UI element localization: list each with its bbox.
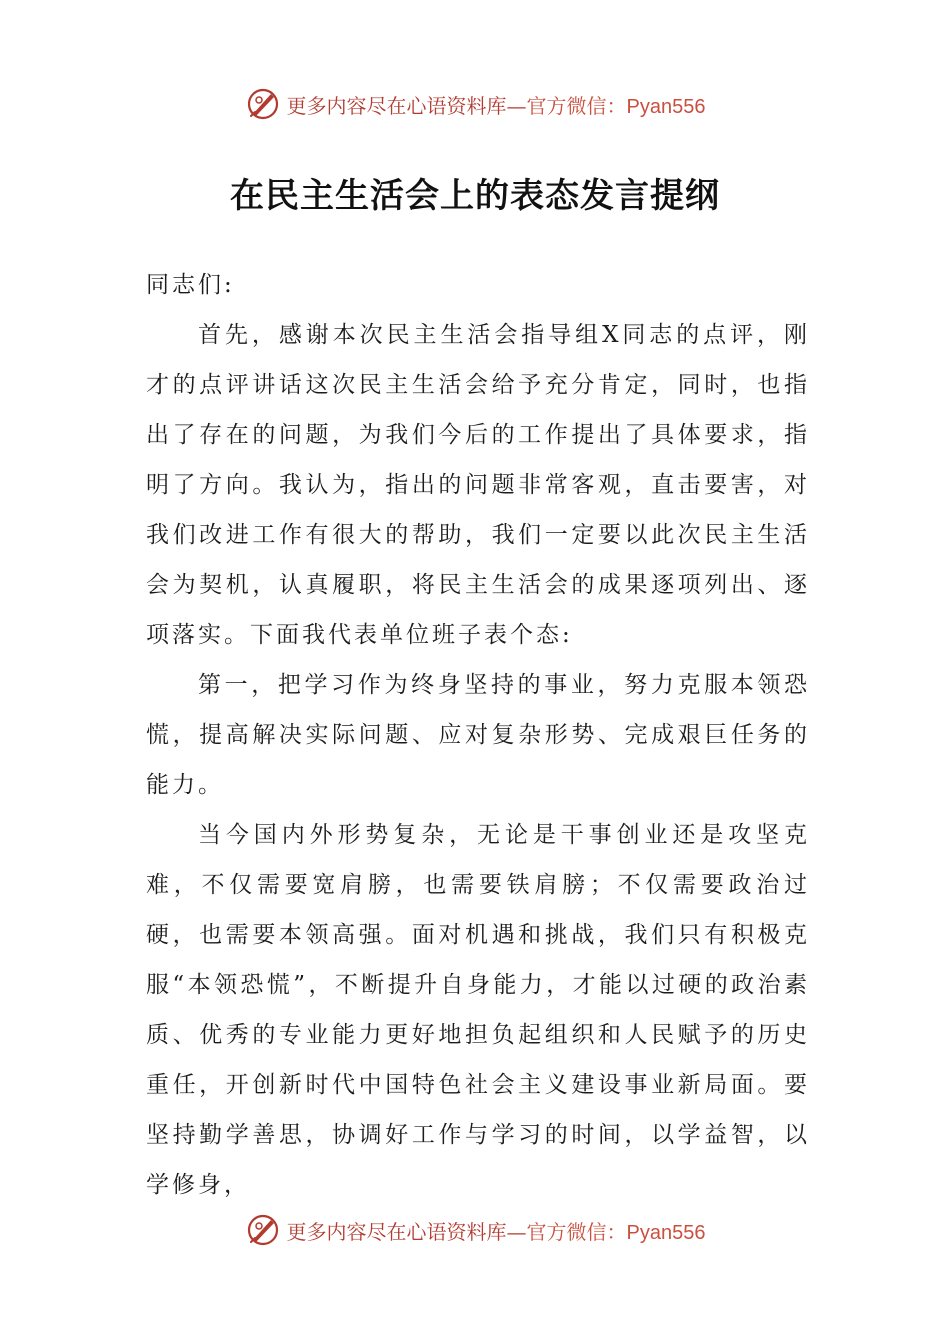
watermark-text: 更多内容尽在心语资料库—官方微信：Pyan556 [286, 1219, 706, 1244]
footer-watermark-banner [0, 1210, 950, 1250]
paragraph-opening: 首先，感谢本次民主生活会指导组X同志的点评，刚才的点评讲话这次民主生活会给予充分肯定，同时，也指出了存在的问题，为我们今后的工作提出了具体要求，指明了方向。我认为，指出的问题非常客观，直击要害，对我们改进工作有很大的帮助，我们一定要以此次民主生活会为契机，认真履职，将民主生活会的成果逐项列出、逐项落实。下面我代表单位班子表个态: [146, 322, 810, 648]
quill-logo-icon [245, 86, 281, 122]
paragraph-point-one: 第一，把学习作为终身坚持的事业，努力克服本领恐慌，提高解决实际问题、应对复杂形势、完成艰巨任务的能力。 [146, 672, 810, 798]
quill-logo-icon [245, 1212, 281, 1248]
salutation: 同志们: [146, 272, 235, 298]
header-watermark-banner [0, 84, 950, 124]
watermark-text: 更多内容尽在心语资料库—官方微信：Pyan556 [286, 93, 706, 118]
document-title: 在民主生活会上的表态发言提纲 [230, 176, 720, 216]
paragraph-context: 当今国内外形势复杂，无论是干事创业还是攻坚克难，不仅需要宽肩膀，也需要铁肩膀；不仅需要政治过硬，也需要本领高强。面对机遇和挑战，我们只有积极克服“本领恐慌”，不断提升自身能力，才能以过硬的政治素质、优秀的专业能力更好地担负起组织和人民赋予的历史重任，开创新时代中国特色社会主义建设事业新局面。要坚持勤学善思，协调好工作与学习的时间，以学益智，以学修身， [146, 822, 810, 1198]
document-body [146, 260, 810, 1210]
